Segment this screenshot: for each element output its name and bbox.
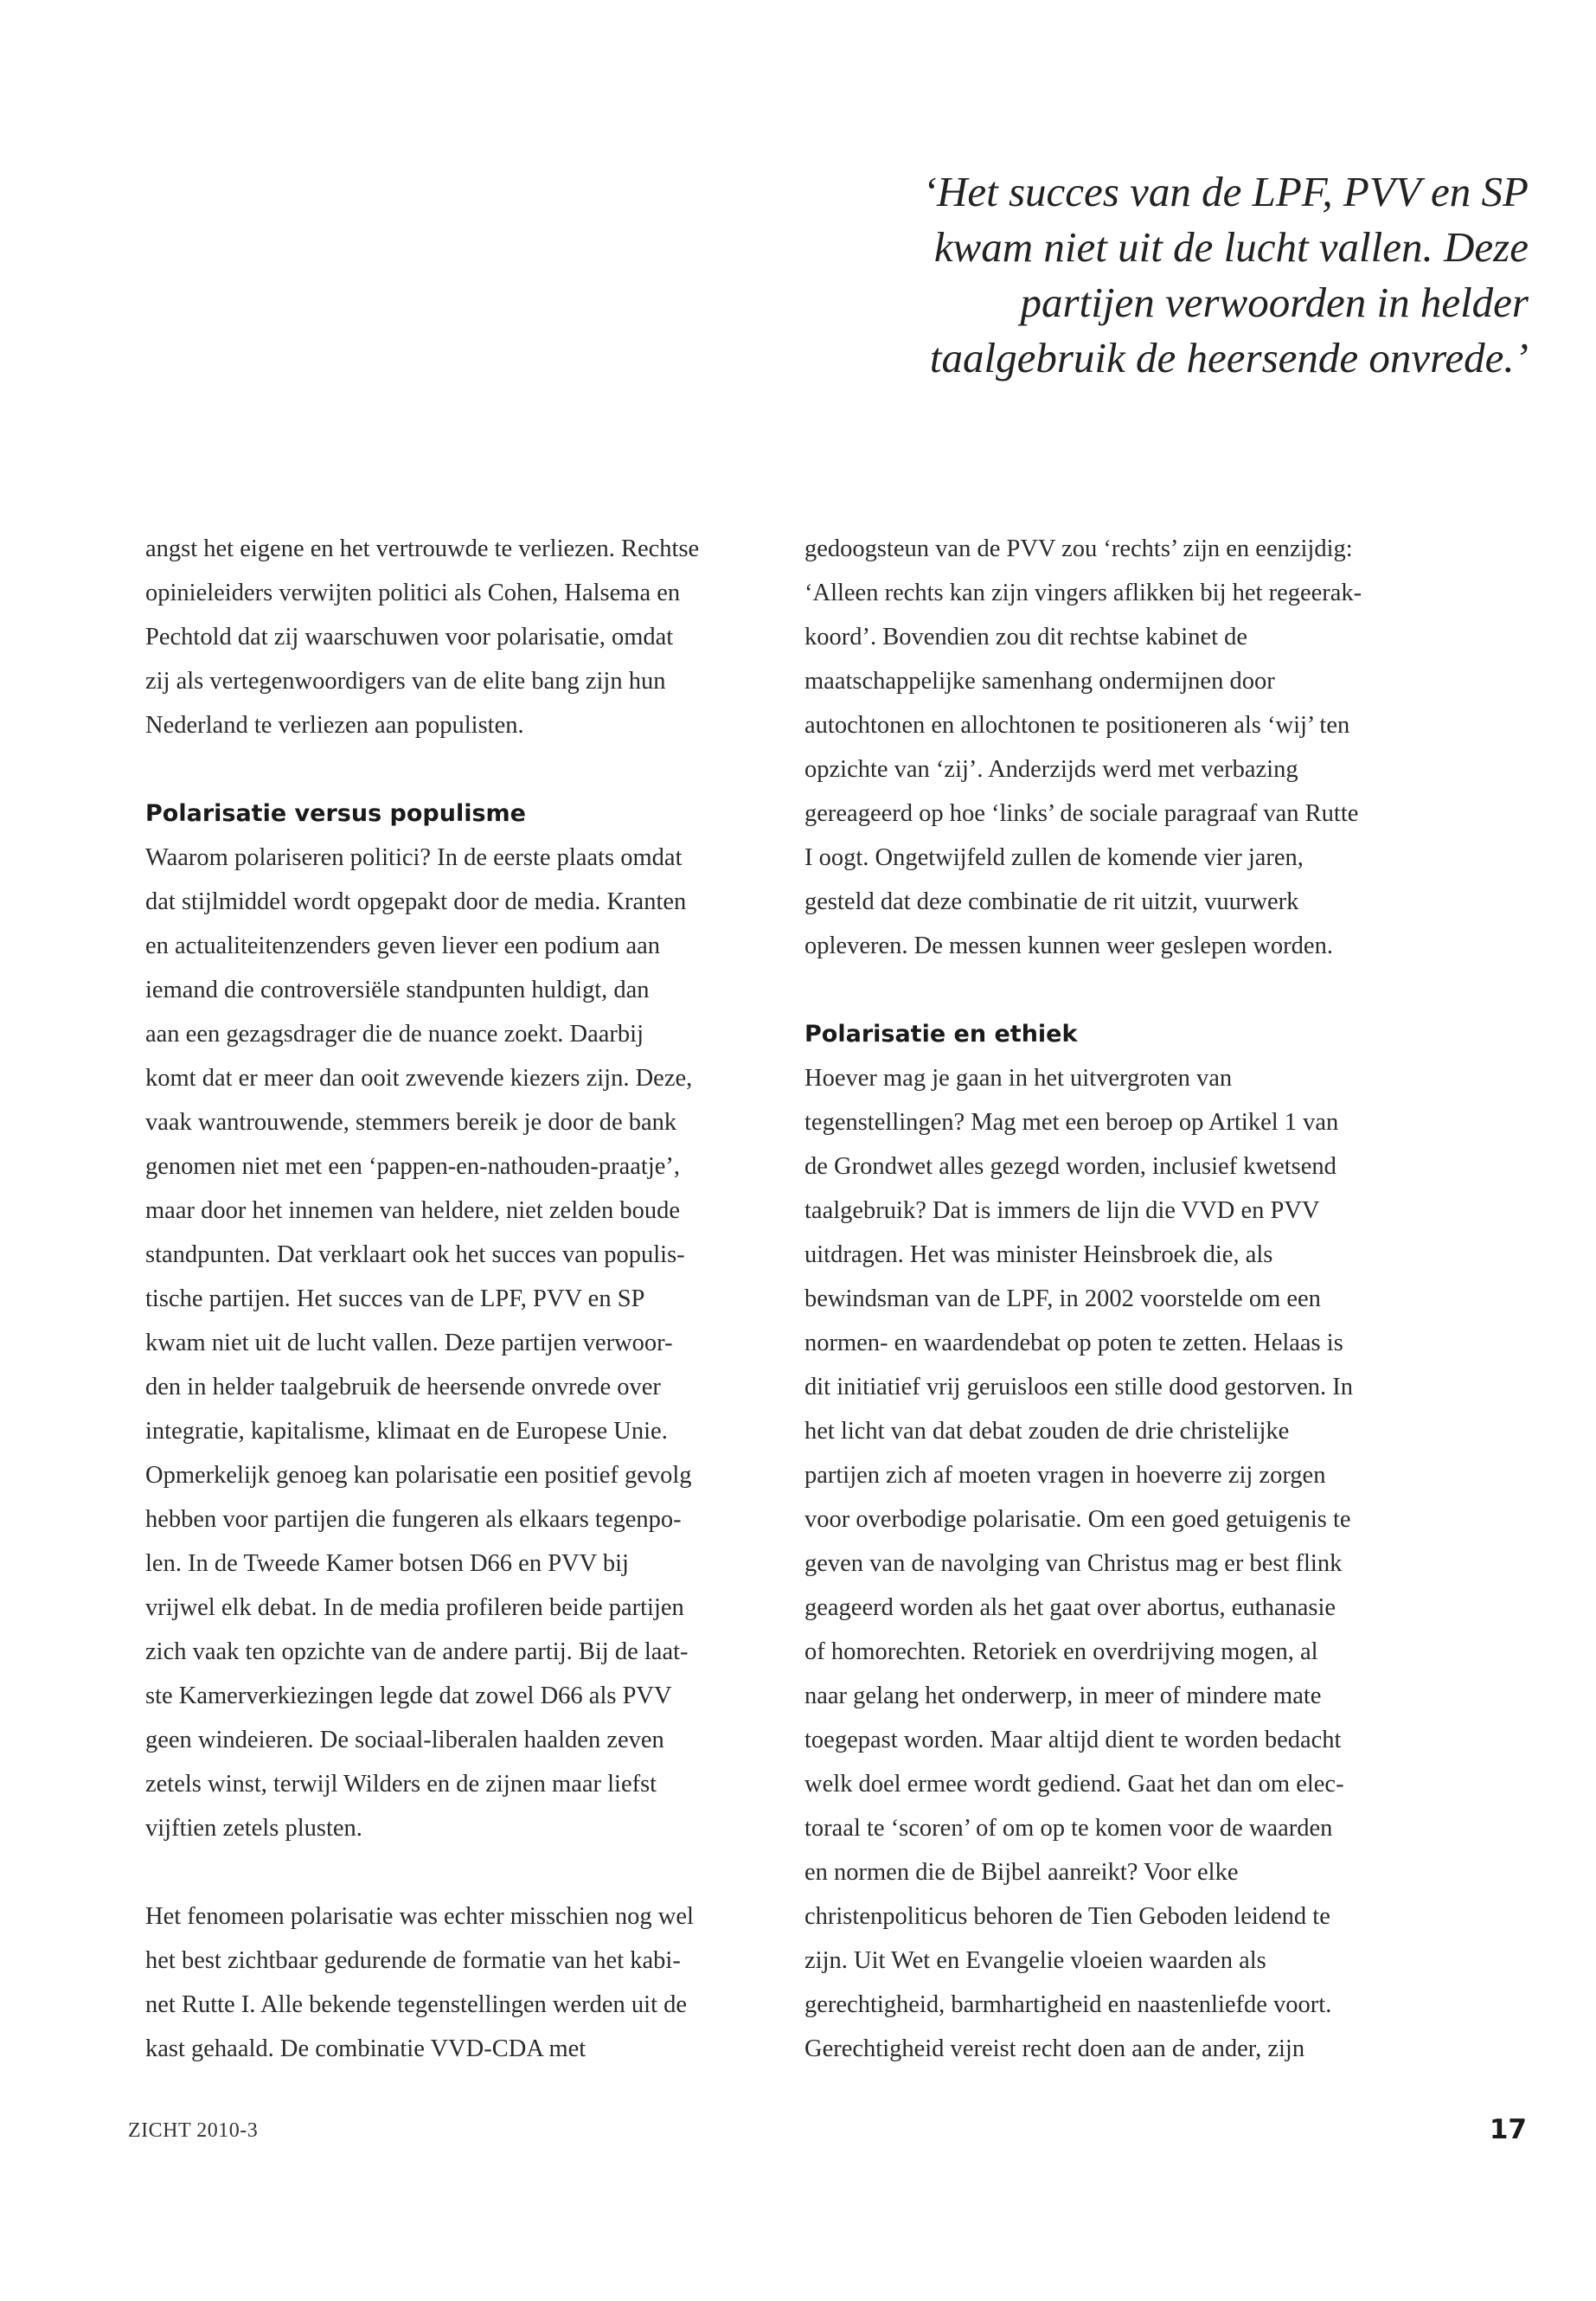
- body-text-line: en actualiteitenzenders geven liever een podium aan: [145, 933, 661, 959]
- section-heading: Polarisatie en ethiek: [804, 1021, 1078, 1048]
- body-text-line: kast gehaald. De combinatie VVD-CDA met: [145, 2035, 586, 2062]
- body-text-line: geven van de navolging van Christus mag er best flink: [804, 1550, 1343, 1577]
- body-text-line: iemand die controversiële standpunten huldigt, dan: [145, 977, 650, 1003]
- section-heading: Polarisatie versus populisme: [145, 800, 526, 827]
- right-text-column: [804, 527, 1427, 2071]
- body-text-line: maatschappelijke samenhang ondermijnen door: [804, 668, 1275, 695]
- body-text-line: zich vaak ten opzichte van de andere partij. Bij de laat-: [145, 1638, 689, 1665]
- body-text-line: het licht van dat debat zouden de drie christelijke: [804, 1418, 1290, 1445]
- body-text-line: partijen zich af moeten vragen in hoeverre zij zorgen: [804, 1462, 1326, 1489]
- body-text-line: en normen die de Bijbel aanreikt? Voor elke: [804, 1859, 1239, 1886]
- body-text-line: gereageerd op hoe ‘links’ de sociale paragraaf van Rutte: [804, 800, 1359, 827]
- pull-quote-line: kwam niet uit de lucht vallen. Deze: [933, 223, 1529, 271]
- body-text-line: toraal te ‘scoren’ of om op te komen voor de waarden: [804, 1815, 1333, 1842]
- body-text-line: gedoogsteun van de PVV zou ‘rechts’ zijn en eenzijdig:: [804, 535, 1353, 562]
- paragraph-gap: [804, 968, 1427, 1012]
- body-text-line: Hoever mag je gaan in het uitvergroten van: [804, 1065, 1233, 1092]
- pull-quote-line: taalgebruik de heersende onvrede.’: [929, 334, 1529, 381]
- body-text-line: net Rutte I. Alle bekende tegenstellingen werden uit de: [145, 1991, 688, 2018]
- body-text-line: integratie, kapitalisme, klimaat en de Europese Unie.: [145, 1418, 668, 1445]
- body-text-line: zijn. Uit Wet en Evangelie vloeien waarden als: [804, 1947, 1266, 1974]
- body-text-line: naar gelang het onderwerp, in meer of mindere mate: [804, 1682, 1322, 1709]
- pull-quote-line: ‘Het succes van de LPF, PVV en SP: [922, 168, 1529, 215]
- body-text-line: vrijwel elk debat. In de media profileren beide partijen: [145, 1594, 684, 1621]
- body-text-line: de Grondwet alles gezegd worden, inclusief kwetsend: [804, 1153, 1336, 1180]
- body-text-line: tegenstellingen? Mag met een beroep op Artikel 1 van: [804, 1109, 1339, 1136]
- body-text-line: koord’. Bovendien zou dit rechtse kabinet de: [804, 624, 1248, 651]
- body-text-line: den in helder taalgebruik de heersende onvrede over: [145, 1374, 661, 1400]
- body-text-line: genomen niet met een ‘pappen-en-nathouden-praatje’,: [145, 1153, 681, 1180]
- footer-page-number: 17: [1489, 2114, 1527, 2145]
- body-text-line: gesteld dat deze combinatie de rit uitzit, vuurwerk: [804, 888, 1299, 915]
- body-text-line: kwam niet uit de lucht vallen. Deze partijen verwoor-: [145, 1330, 673, 1356]
- body-text-line: Pechtold dat zij waarschuwen voor polarisatie, omdat: [145, 624, 674, 651]
- body-text-line: bewindsman van de LPF, in 2002 voorstelde om een: [804, 1285, 1321, 1312]
- body-text-line: ste Kamerverkiezingen legde dat zowel D66 als PVV: [145, 1682, 672, 1709]
- body-text-line: autochtonen en allochtonen te positioneren als ‘wij’ ten: [804, 712, 1350, 739]
- body-text-line: hebben voor partijen die fungeren als elkaars tegenpo-: [145, 1506, 682, 1533]
- body-text-line: geageerd worden als het gaat over abortus, euthanasie: [804, 1594, 1336, 1621]
- body-text-line: maar door het innemen van heldere, niet zelden boude: [145, 1197, 681, 1224]
- body-text-line: zij als vertegenwoordigers van de elite bang zijn hun: [145, 668, 666, 695]
- body-text-line: opinieleiders verwijten politici als Cohen, Halsema en: [145, 580, 681, 606]
- pull-quote-line: partijen verwoorden in helder: [1020, 279, 1529, 326]
- body-text-line: Gerechtigheid vereist recht doen aan de ander, zijn: [804, 2035, 1305, 2062]
- body-text-line: len. In de Tweede Kamer botsen D66 en PVV bij: [145, 1550, 629, 1577]
- body-text-line: ‘Alleen rechts kan zijn vingers aflikken bij het regeerak-: [804, 580, 1362, 606]
- body-text-line: taalgebruik? Dat is immers de lijn die VVD en PVV: [804, 1197, 1320, 1224]
- body-text-line: Het fenomeen polarisatie was echter misschien nog wel: [145, 1903, 694, 1930]
- body-text-line: komt dat er meer dan ooit zwevende kiezers zijn. Deze,: [145, 1065, 693, 1092]
- body-text-line: standpunten. Dat verklaart ook het succes van populis-: [145, 1241, 685, 1268]
- body-text-line: dit initiatief vrij geruisloos een stille dood gestorven. In: [804, 1374, 1353, 1400]
- footer-publication: ZICHT 2010-3: [128, 2119, 259, 2142]
- body-text-line: tische partijen. Het succes van de LPF, PVV en SP: [145, 1285, 645, 1312]
- body-text-line: I oogt. Ongetwijfeld zullen de komende vier jaren,: [804, 844, 1304, 871]
- body-text-line: of homorechten. Retoriek en overdrijving mogen, al: [804, 1638, 1318, 1665]
- body-text-line: voor overbodige polarisatie. Om een goed getuigenis te: [804, 1506, 1351, 1533]
- body-text-line: dat stijlmiddel wordt opgepakt door de media. Kranten: [145, 888, 687, 915]
- left-text-column: [145, 527, 768, 2071]
- body-text-line: aan een gezagsdrager die de nuance zoekt. Daarbij: [145, 1021, 644, 1048]
- body-text-line: vijftien zetels plusten.: [145, 1815, 362, 1842]
- body-text-line: normen- en waardendebat op poten te zetten. Helaas is: [804, 1330, 1343, 1356]
- body-text-line: uitdragen. Het was minister Heinsbroek die, als: [804, 1241, 1273, 1268]
- paragraph-gap: [145, 1850, 768, 1894]
- pull-quote: [785, 164, 1529, 386]
- body-text-line: geen windeieren. De sociaal-liberalen haalden zeven: [145, 1727, 664, 1753]
- body-text-line: vaak wantrouwende, stemmers bereik je door de bank: [145, 1109, 677, 1136]
- body-text-line: angst het eigene en het vertrouwde te verliezen. Rechtse: [145, 535, 700, 562]
- body-text-line: Opmerkelijk genoeg kan polarisatie een positief gevolg: [145, 1462, 692, 1489]
- body-text-line: Nederland te verliezen aan populisten.: [145, 712, 524, 739]
- body-text-line: zetels winst, terwijl Wilders en de zijnen maar liefst: [145, 1771, 657, 1798]
- body-text-line: gerechtigheid, barmhartigheid en naastenliefde voort.: [804, 1991, 1332, 2018]
- body-text-line: Waarom polariseren politici? In de eerste plaats omdat: [145, 844, 683, 871]
- body-text-line: welk doel ermee wordt gediend. Gaat het dan om elec-: [804, 1771, 1344, 1798]
- body-text-line: opleveren. De messen kunnen weer geslepen worden.: [804, 933, 1333, 959]
- body-text-line: christenpoliticus behoren de Tien Geboden leidend te: [804, 1903, 1330, 1930]
- body-text-line: toegepast worden. Maar altijd dient te worden bedacht: [804, 1727, 1342, 1753]
- body-text-line: het best zichtbaar gedurende de formatie van het kabi-: [145, 1947, 681, 1974]
- paragraph-gap: [145, 747, 768, 792]
- body-text-line: opzichte van ‘zij’. Anderzijds werd met verbazing: [804, 756, 1298, 783]
